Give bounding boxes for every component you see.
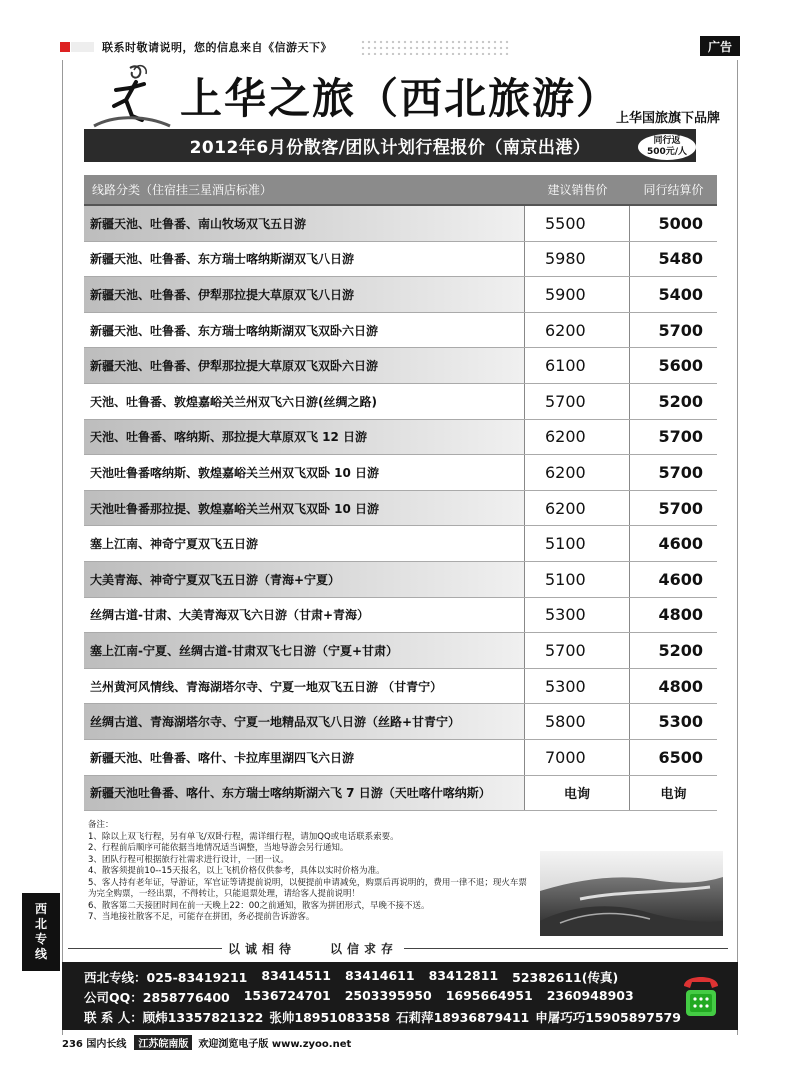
slogan-text: 以诚相待 以信求存: [222, 942, 404, 956]
peer-price: 5000: [630, 206, 717, 241]
table-row: [84, 491, 717, 527]
table-row: [84, 776, 717, 812]
header-peer-price: 同行结算价: [643, 183, 704, 197]
sale-price: 电询: [525, 776, 630, 811]
route-name: 新疆天池、吐鲁番、东方瑞士喀纳斯湖双飞八日游: [84, 242, 525, 277]
note-item: 5、客人持有老年证，导游证，军官证等请提前说明，以便提前申请减免，购票后再说明的，费用一律不退；现火车票: [88, 877, 527, 888]
contact-phones: [84, 968, 738, 988]
page-number: 236 国内长线: [62, 1038, 127, 1050]
peer-price: 5700: [630, 420, 717, 455]
peer-price: 5400: [630, 277, 717, 312]
note-item: 2、行程前后顺序可能依据当地情况适当调整，当地导游会另行通知。: [88, 843, 349, 853]
side-tab-char: 专: [34, 932, 47, 946]
route-name: 新疆天池、吐鲁番、喀什、卡拉库里湖四飞六日游: [84, 740, 525, 775]
table-row: [84, 348, 717, 384]
peer-price: 5700: [630, 455, 717, 490]
price-table: [84, 175, 717, 811]
qq-4: 1695664951: [445, 988, 533, 1003]
qq-1: 公司QQ：2858776400: [84, 990, 230, 1005]
peer-price: 4600: [630, 562, 717, 597]
table-row: [84, 669, 717, 705]
brand-subtitle: 上华国旅旗下品牌: [616, 111, 721, 126]
peer-price: 5700: [630, 313, 717, 348]
badge-line2: 500元/人: [646, 147, 688, 157]
table-row: [84, 526, 717, 562]
note-item: 6、散客第二天接团时间在前一天晚上22：00之前通知，散客为拼团形式，早晚不接不送。: [88, 900, 430, 911]
peer-price: 4600: [630, 526, 717, 561]
table-header: [84, 175, 717, 206]
runner-logo-icon: [92, 60, 172, 130]
sale-price: 5500: [525, 206, 630, 241]
edition-label: 江苏皖南版: [134, 1035, 192, 1050]
route-name: 天池吐鲁番喀纳斯、敦煌嘉峪关兰州双飞双卧 10 日游: [84, 455, 525, 490]
sale-price: 5980: [525, 242, 630, 277]
qq-5: 2360948903: [546, 988, 634, 1003]
route-name: 天池、吐鲁番、敦煌嘉峪关兰州双飞六日游(丝绸之路): [84, 384, 525, 419]
route-name: 新疆天池、吐鲁番、东方瑞士喀纳斯湖双飞双卧六日游: [84, 313, 525, 348]
table-row: [84, 384, 717, 420]
ad-tag: 广告: [700, 36, 740, 56]
route-name: 塞上江南、神奇宁夏双飞五日游: [84, 526, 525, 561]
peer-price: 5200: [630, 633, 717, 668]
note-item: 1、除以上双飞行程，另有单飞/双卧行程，需详细行程，请加QQ或电话联系索要。: [88, 831, 399, 842]
table-row: [84, 277, 717, 313]
landscape-photo: [540, 851, 723, 936]
table-row: [84, 313, 717, 349]
route-name: 丝绸古道-甘肃、大美青海双飞六日游（甘肃+青海）: [84, 598, 525, 633]
note-item: 为完全购票，一经出票，不得转让，只能退票处理，请给客人提前说明！: [88, 889, 361, 899]
route-name: 新疆天池、吐鲁番、伊犁那拉提大草原双飞双卧六日游: [84, 348, 525, 383]
sale-price: 5100: [525, 526, 630, 561]
slogan: [222, 940, 662, 957]
sale-price: 5700: [525, 384, 630, 419]
route-name: 塞上江南-宁夏、丝绸古道-甘肃双飞七日游（宁夏+甘肃）: [84, 633, 525, 668]
peer-price: 6500: [630, 740, 717, 775]
contact-person-2: 张帅18951083358: [269, 1010, 391, 1025]
sale-price: 5700: [525, 633, 630, 668]
note-item: 3、团队行程可根据旅行社需求进行设计，一团一议。: [88, 854, 289, 865]
contact-person-1: 联 系 人：顾炜13357821322: [84, 1010, 264, 1025]
peer-price: 4800: [630, 598, 717, 633]
sale-price: 5800: [525, 704, 630, 739]
route-name: 大美青海、神奇宁夏双飞五日游（青海+宁夏）: [84, 562, 525, 597]
sale-price: 6200: [525, 455, 630, 490]
peer-rebate-badge: [638, 134, 696, 160]
peer-price: 5300: [630, 704, 717, 739]
side-tab-northwest: [22, 893, 60, 971]
route-name: 新疆天池、吐鲁番、南山牧场双飞五日游: [84, 206, 525, 241]
badge-line1: 同行返: [653, 136, 681, 146]
side-tab-char: 北: [34, 917, 47, 931]
qq-3: 2503395950: [344, 988, 432, 1003]
notes: [88, 820, 528, 924]
phone-1: 西北专线：025-83419211: [84, 970, 248, 985]
side-tab-char: 西: [34, 902, 47, 916]
top-strip: [60, 36, 740, 58]
table-row: [84, 562, 717, 598]
route-name: 新疆天池吐鲁番、喀什、东方瑞士喀纳斯湖六飞 7 日游（天吐喀什喀纳斯）: [84, 776, 525, 811]
sale-price: 5300: [525, 669, 630, 704]
sale-price: 5100: [525, 562, 630, 597]
notes-title: 备注：: [88, 820, 114, 830]
sale-price: 6200: [525, 313, 630, 348]
ebook-promo: 欢迎浏览电子版 www.zyoo.net: [198, 1038, 352, 1050]
telephone-icon: [676, 966, 726, 1026]
table-row: [84, 740, 717, 776]
side-tab-char: 线: [34, 947, 47, 961]
footer: [62, 1034, 351, 1050]
sale-price: 6200: [525, 491, 630, 526]
fax: 52382611(传真): [512, 970, 619, 985]
header-route: 线路分类（住宿挂三星酒店标准）: [92, 183, 273, 197]
sale-price: 5900: [525, 277, 630, 312]
route-name: 丝绸古道、青海湖塔尔寺、宁夏一地精品双飞八日游（丝路+甘青宁）: [84, 704, 525, 739]
phone-2: 83414511: [261, 968, 331, 983]
note-item: 4、散客须提前10--15天报名，以上飞机价格仅供参考，具体以实时价格为准。: [88, 866, 385, 876]
contact-qq: [84, 988, 738, 1008]
frame-right-border: [737, 60, 738, 1035]
contact-block: [62, 962, 738, 1030]
peer-price: 5480: [630, 242, 717, 277]
table-row: [84, 633, 717, 669]
publisher-logo: [60, 39, 96, 55]
peer-price: 电询: [630, 776, 717, 811]
sale-price: 5300: [525, 598, 630, 633]
table-row: [84, 206, 717, 242]
peer-price: 5600: [630, 348, 717, 383]
peer-price: 4800: [630, 669, 717, 704]
contact-people: [84, 1008, 738, 1028]
brand-title: 上华之旅（西北旅游）: [180, 74, 621, 123]
peer-price: 5700: [630, 491, 717, 526]
header-sale-price: 建议销售价: [547, 183, 608, 197]
sale-price: 6200: [525, 420, 630, 455]
table-row: [84, 242, 717, 278]
qq-2: 1536724701: [243, 988, 331, 1003]
route-name: 兰州黄河风情线、青海湖塔尔寺、宁夏一地双飞五日游 （甘青宁）: [84, 669, 525, 704]
table-row: [84, 455, 717, 491]
table-row: [84, 598, 717, 634]
route-name: 天池、吐鲁番、喀纳斯、那拉提大草原双飞 12 日游: [84, 420, 525, 455]
table-row: [84, 420, 717, 456]
route-name: 新疆天池、吐鲁番、伊犁那拉提大草原双飞八日游: [84, 277, 525, 312]
header-notice: 联系时敬请说明，您的信息来自《信游天下》: [102, 41, 332, 54]
header-dots: [360, 39, 510, 55]
table-row: [84, 704, 717, 740]
note-item: 7、当地接社散客不足，可能存在拼团，务必提前告诉游客。: [88, 912, 315, 922]
route-name: 天池吐鲁番那拉提、敦煌嘉峪关兰州双飞双卧 10 日游: [84, 491, 525, 526]
sale-price: 6100: [525, 348, 630, 383]
price-banner: 2012年6月份散客/团队计划行程报价（南京出港）: [84, 129, 696, 162]
contact-person-3: 石莉萍18936879411: [396, 1010, 530, 1025]
peer-price: 5200: [630, 384, 717, 419]
phone-4: 83412811: [428, 968, 499, 983]
sale-price: 7000: [525, 740, 630, 775]
frame-left-border: [62, 60, 63, 1035]
phone-3: 83414611: [344, 968, 415, 983]
contact-person-4: 申屠巧巧15905897579: [535, 1010, 681, 1025]
